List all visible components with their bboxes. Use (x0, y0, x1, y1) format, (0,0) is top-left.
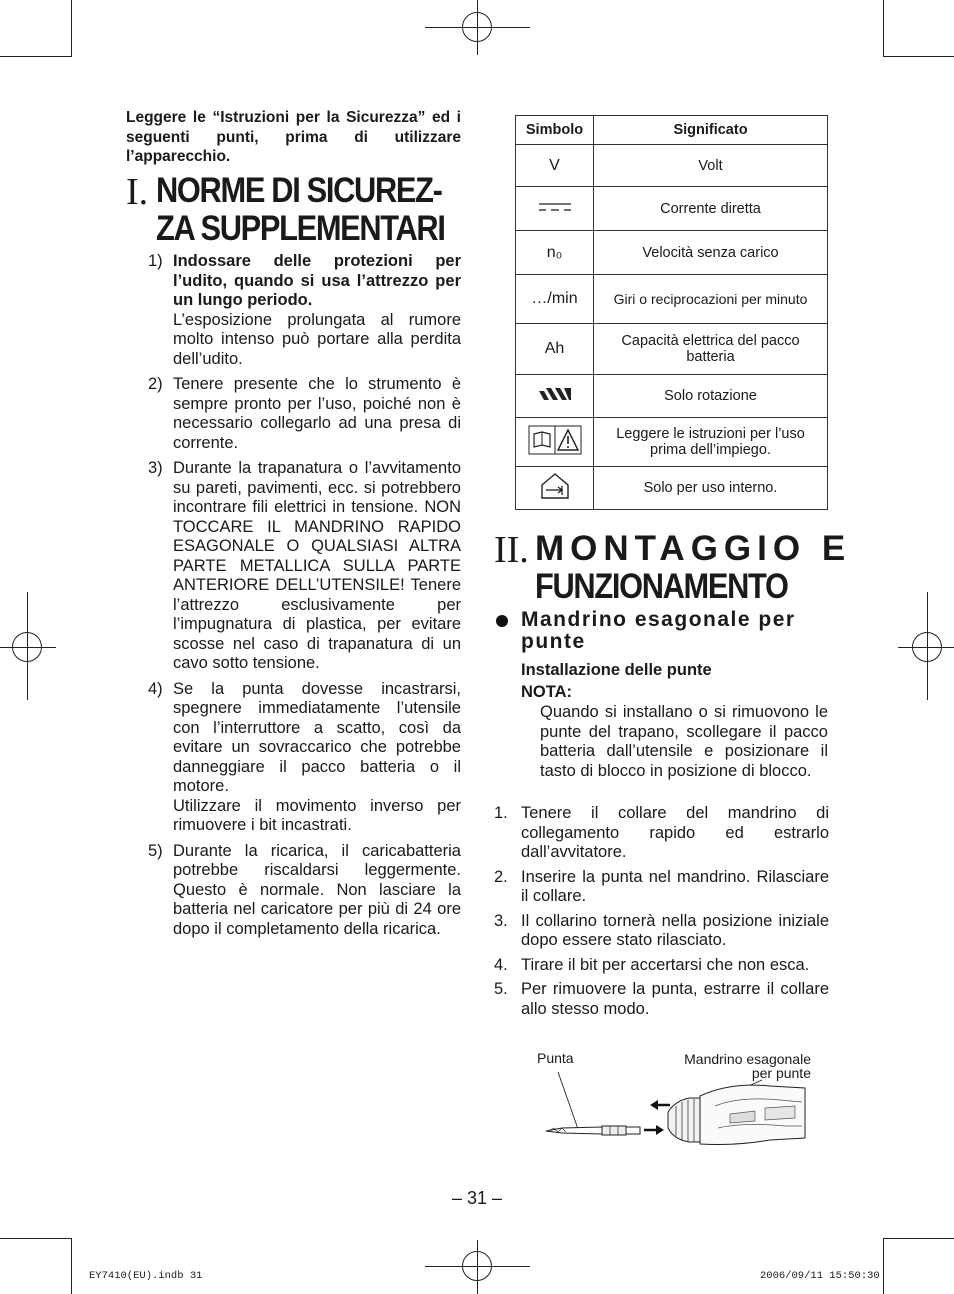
rule-text: Durante la trapanatura o l’avvitamento su pareti, pavimenti, ecc. si potrebbero incontrare fili elettrici in tensione. NON TOCCARE IL MANDRINO RAPIDO ESAGONALE O QUALSIASI ALTRA PARTE METALLICA SULLA PARTE ANTERIORE DELL’UTENSILE! Tenere l’attrezzo esclusivamente per l’impugnatura di plastica, per evitare scosse nel caso di trapanatura di un cavo sotto tensione. (173, 459, 461, 672)
section-1-heading (126, 172, 466, 248)
section-2-number: II. (494, 529, 529, 571)
meaning-cell: Capacità elettrica del pacco batteria (594, 324, 828, 375)
crop-mark (71, 0, 72, 57)
section-2-title-line-2: FUNZIONAMENTO (535, 567, 788, 606)
intro-text: Leggere le “Istruzioni per la Sicurezza” ed i seguenti punti, prima di utilizzare l’apparecchio. (126, 109, 461, 165)
bullet-icon (496, 615, 508, 627)
symbol-cell: V (516, 145, 594, 187)
rule-number: 5) (148, 841, 163, 860)
table-row (516, 275, 828, 324)
subsection-heading (494, 609, 829, 653)
list-item (126, 252, 461, 369)
list-item (494, 956, 829, 976)
column-header-meaning: Significato (594, 116, 828, 145)
rule-number: 2) (148, 375, 163, 393)
subsection-title: Mandrino esagonale per punte (521, 608, 796, 653)
crop-mark (71, 1238, 72, 1294)
manual-warning-icon (528, 425, 582, 455)
table-header-row (516, 116, 828, 145)
section-1-title-line-1: NORME DI SICUREZ- (156, 171, 442, 210)
rule-number: 1) (148, 252, 163, 270)
footer-datetime: 2006/09/11 15:50:30 (760, 1270, 880, 1282)
list-item (126, 459, 461, 674)
registration-circle (462, 12, 492, 42)
rule-text: Se la punta dovesse incastrarsi, spegnere immediatamente l’utensile con l’interruttore a scatto, così da evitare un sovraccarico che potrebbe danneggiare il pacco batteria o il motore. (173, 679, 461, 795)
rule-text: Tenere presente che lo strumento è sempre pronto per l’uso, poiché non è necessario collegarlo ad una presa di corrente. (173, 375, 461, 452)
meaning-cell: Volt (594, 145, 828, 187)
section-1-title-line-2: ZA SUPPLEMENTARI (156, 209, 445, 248)
step-number: 1. (494, 804, 508, 822)
step-text: Inserire la punta nel mandrino. Rilasciare il collare. (521, 867, 829, 905)
crop-mark (0, 1238, 72, 1239)
meaning-cell: Corrente diretta (594, 187, 828, 231)
indoor-use-icon (538, 471, 572, 501)
nota-label: NOTA: (521, 683, 573, 701)
rule-number: 3) (148, 459, 163, 477)
registration-circle (912, 632, 942, 662)
table-row (516, 324, 828, 375)
installation-steps (494, 804, 829, 1024)
crop-mark (0, 56, 72, 57)
list-item (126, 680, 461, 836)
install-title: Installazione delle punte (521, 661, 712, 679)
column-header-symbol: Simbolo (516, 116, 594, 145)
nota-text: Quando si installano o si rimuovono le punte del trapano, scollegare il pacco batteria dall’utensile e posizionare il tasto di blocco in posizione di blocco. (540, 703, 828, 780)
registration-circle (12, 632, 42, 662)
symbol-cell: n₀ (516, 231, 594, 275)
meaning-cell: Velocità senza carico (594, 231, 828, 275)
step-number: 2. (494, 867, 508, 886)
symbol-cell (516, 467, 594, 510)
table-row (516, 187, 828, 231)
section-1-number: I. (126, 171, 149, 213)
symbol-cell (516, 418, 594, 467)
list-item (126, 375, 461, 453)
crop-mark (883, 0, 884, 57)
table-row (516, 145, 828, 187)
figure-label-bit: Punta (537, 1050, 574, 1066)
figure-label-chuck-2: per punte (751, 1065, 811, 1081)
meaning-cell: Leggere le istruzioni per l’uso prima dell’impiego. (594, 418, 828, 467)
safety-rules-list (126, 252, 461, 945)
list-item (494, 980, 829, 1019)
registration-circle (462, 1251, 492, 1281)
symbol-cell (516, 375, 594, 418)
table-row (516, 231, 828, 275)
list-item (494, 804, 829, 863)
list-item (126, 842, 461, 940)
rule-number: 4) (148, 679, 163, 698)
rotation-only-icon (538, 387, 572, 401)
meaning-cell: Giri o reciprocazioni per minuto (594, 275, 828, 324)
meaning-cell: Solo per uso interno. (594, 467, 828, 510)
rule-bold-text: Indossare delle protezioni per l’udito, quando si usa l’attrezzo per un lungo periodo. (173, 252, 461, 309)
table-row (516, 375, 828, 418)
rule-text: L’esposizione prolungata al rumore molto intenso può portare alla perdita dell’udito. (173, 310, 461, 368)
symbol-cell: Ah (516, 324, 594, 375)
table-row (516, 467, 828, 510)
crop-mark (883, 1238, 884, 1294)
step-number: 4. (494, 955, 508, 974)
crop-mark (883, 1238, 954, 1239)
section-2-heading (494, 529, 852, 606)
list-item (494, 868, 829, 907)
table-row (516, 418, 828, 467)
section-2-title-line-1: MONTAGGIO E (535, 529, 852, 568)
meaning-cell: Solo rotazione (594, 375, 828, 418)
dc-current-icon (538, 201, 572, 213)
page-number: – 31 – (451, 1188, 503, 1208)
symbol-cell: …/min (516, 275, 594, 324)
drill-bit-figure (540, 1066, 810, 1146)
symbol-cell (516, 187, 594, 231)
symbol-table (515, 115, 828, 510)
crop-mark (883, 56, 954, 57)
step-number: 3. (494, 911, 508, 930)
list-item (494, 912, 829, 951)
rule-text-extra: Utilizzare il movimento inverso per rimuovere i bit incastrati. (173, 796, 461, 834)
step-text: Per rimuovere la punta, estrarre il collare allo stesso modo. (521, 980, 829, 1018)
figure-label-chuck-1: Mandrino esagonale (684, 1051, 811, 1067)
rule-text: Durante la ricarica, il caricabatteria potrebbe riscaldarsi leggermente. Questo è normale. Non lasciare la batteria nel caricatore per più di 24 ore dopo il completamento della ricarica. (173, 841, 461, 938)
footer-file: EY7410(EU).indb 31 (89, 1270, 203, 1282)
step-text: Il collarino tornerà nella posizione iniziale dopo essere stato rilasciato. (521, 911, 829, 949)
step-text: Tenere il collare del mandrino di collegamento rapido ed estrarlo dall’avvitatore. (521, 804, 829, 861)
step-number: 5. (494, 980, 508, 998)
step-text: Tirare il bit per accertarsi che non esca. (521, 955, 810, 974)
